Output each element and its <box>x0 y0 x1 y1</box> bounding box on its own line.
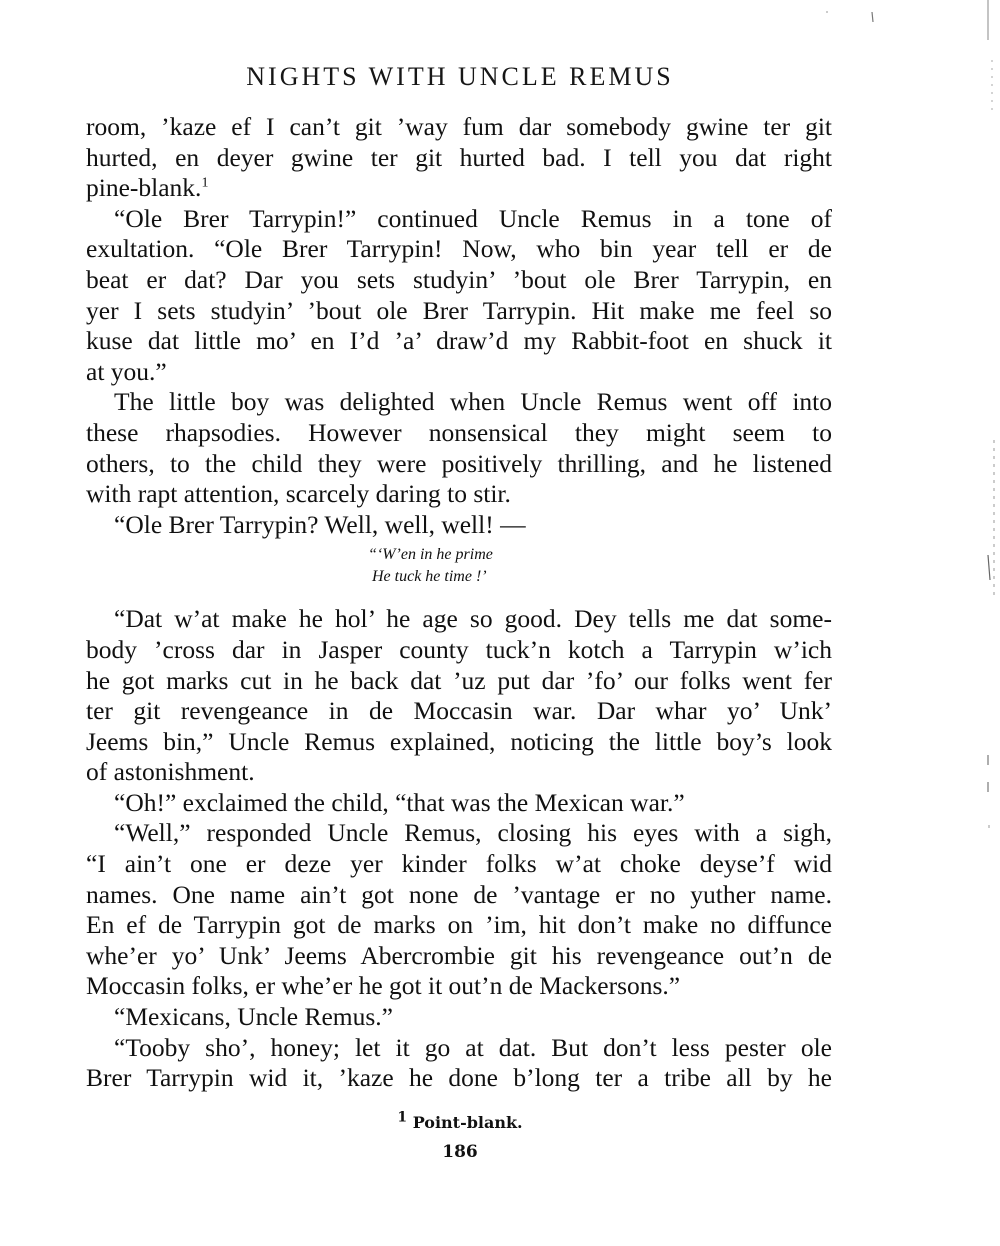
text-line: “Ole Brer Tarrypin? Well, well, well! — <box>114 509 526 539</box>
text-line: these rhapsodies. However nonsensical they might seem to <box>86 417 832 447</box>
text-line: others, to the child they were positively thrilling, and he listened <box>86 448 832 478</box>
text-line: beat er dat? Dar you sets studyin’ ’bout ole Brer Tarrypin, en <box>86 264 832 294</box>
text-line: “Ole Brer Tarrypin!” continued Uncle Remus in a tone of <box>114 203 832 233</box>
text-line: “Dat w’at make he hol’ he age so good. Dey tells me dat some- <box>114 604 832 634</box>
text-line: of astonishment. <box>86 757 255 787</box>
text-line: Moccasin folks, er whe’er he got it out’n de Mackersons.” <box>86 971 681 1001</box>
text-line: “Oh!” exclaimed the child, “that was the Mexican war.” <box>114 787 685 817</box>
text-line: The little boy was delighted when Uncle Remus went off into <box>114 387 832 417</box>
text-line: “Mexicans, Uncle Remus.” <box>114 1002 393 1032</box>
verse-quote <box>86 544 832 588</box>
paragraph-3 <box>86 387 832 509</box>
page-number: 186 <box>442 1142 478 1162</box>
text-line: En ef de Tarrypin got de marks on ’im, hit don’t make no diffunce <box>86 910 832 940</box>
scan-edge-mark <box>872 12 873 22</box>
verse-line: “‘W’en in he prime <box>368 546 493 564</box>
text-line: whe’er yo’ Unk’ Jeems Abercrombie git his revengeance out’n de <box>86 940 832 970</box>
text-line <box>86 173 832 204</box>
verse-line: He tuck he time !’ <box>372 568 487 586</box>
text-line: Brer Tarrypin wid it, ’kaze he done b’long ter a tribe all by he <box>86 1063 832 1093</box>
footnote <box>0 1109 920 1132</box>
paragraph-5 <box>86 604 832 788</box>
verse-spacer <box>86 594 832 604</box>
paragraph-9 <box>86 1033 832 1094</box>
running-head: NIGHTS WITH UNCLE REMUS <box>246 62 674 91</box>
scan-edge-mark <box>988 555 990 580</box>
text-line-content: pine-blank. <box>86 173 202 203</box>
paragraph-1 <box>86 112 832 204</box>
paragraph-6 <box>86 788 832 819</box>
footnote-marker: 1 <box>397 1109 408 1126</box>
page-body-text <box>86 112 832 1094</box>
text-line: at you.” <box>86 356 167 386</box>
footnote-reference: 1 <box>201 175 209 191</box>
text-line: room, ’kaze ef I can’t git ’way fum dar somebody gwine ter git <box>86 112 832 141</box>
text-line: kuse dat little mo’ en I’d ’a’ draw’d my Rabbit-foot en shuck it <box>86 326 832 356</box>
footnote-text: Point-blank. <box>412 1113 523 1132</box>
paragraph-8 <box>86 1002 832 1033</box>
text-line: with rapt attention, scarcely daring to stir. <box>86 479 511 509</box>
text-line: “Well,” responded Uncle Remus, closing his eyes with a sigh, <box>114 818 832 848</box>
text-line: “I ain’t one er deze yer kinder folks w’at choke deyse’f wid <box>86 849 832 879</box>
text-line: “Tooby sho’, honey; let it go at dat. But don’t less pester ole <box>114 1032 832 1062</box>
text-line: yer I sets studyin’ ’bout ole Brer Tarrypin. Hit make me feel so <box>86 295 832 325</box>
text-line: exultation. “Ole Brer Tarrypin! Now, who bin year tell er de <box>86 234 832 264</box>
text-line: he got marks cut in he back dat ’uz put dar ’fo’ our folks went fer <box>86 665 832 695</box>
text-line: hurted, en deyer gwine ter git hurted bad. I tell you dat right <box>86 142 832 172</box>
paragraph-2 <box>86 204 832 388</box>
text-line: ter git revengeance in de Moccasin war. Dar whar yo’ Unk’ <box>86 696 832 726</box>
text-line: body ’cross dar in Jasper county tuck’n kotch a Tarrypin w’ich <box>86 634 832 664</box>
paragraph-4 <box>86 510 832 541</box>
text-line: names. One name ain’t got none de ’vantage er no yuther name. <box>86 879 832 909</box>
text-line: Jeems bin,” Uncle Remus explained, noticing the little boy’s look <box>86 726 832 756</box>
paragraph-7 <box>86 818 832 1002</box>
